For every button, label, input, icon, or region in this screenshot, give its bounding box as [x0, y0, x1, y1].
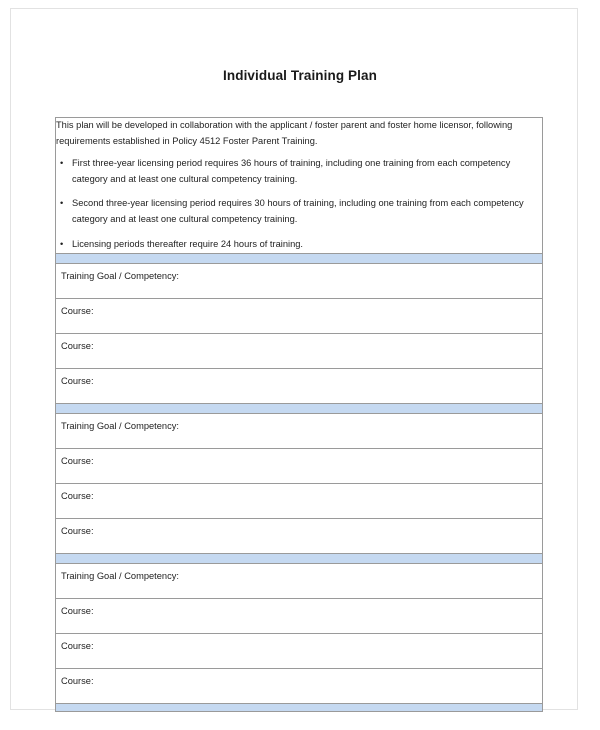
course-field[interactable]: Course:: [56, 334, 543, 369]
course-row[interactable]: [56, 669, 543, 704]
list-item: [56, 237, 542, 253]
section-divider-cell: [56, 554, 543, 564]
requirements-list: [56, 156, 542, 252]
bullet-icon: •: [60, 158, 64, 169]
course-field[interactable]: Course:: [56, 599, 543, 634]
section-divider-band: [56, 554, 543, 564]
section-divider-cell: [56, 404, 543, 414]
section-divider-cell: [56, 254, 543, 264]
course-field[interactable]: Course:: [56, 669, 543, 704]
course-row[interactable]: [56, 484, 543, 519]
course-field[interactable]: Course:: [56, 449, 543, 484]
course-row[interactable]: [56, 634, 543, 669]
section-divider-band: [56, 404, 543, 414]
training-plan-table: [55, 117, 543, 712]
section-divider-band-partial: [56, 704, 543, 712]
list-item-label: Second three-year licensing period requires 30 hours of training, including one training from each competency category and at least one cultural competency training.: [72, 198, 524, 224]
training-goal-field[interactable]: Training Goal / Competency:: [56, 264, 543, 299]
training-goal-field[interactable]: Training Goal / Competency:: [56, 414, 543, 449]
course-field[interactable]: Course:: [56, 519, 543, 554]
course-row[interactable]: [56, 369, 543, 404]
intro-cell: [56, 118, 543, 254]
list-item-label: First three-year licensing period requires 36 hours of training, including one training from each competency category and at least one cultural competency training.: [72, 158, 511, 184]
course-row[interactable]: [56, 599, 543, 634]
training-goal-row[interactable]: [56, 564, 543, 599]
list-item-label: Licensing periods thereafter require 24 hours of training.: [72, 238, 304, 249]
list-item: [56, 196, 542, 227]
course-row[interactable]: [56, 299, 543, 334]
course-row[interactable]: [56, 519, 543, 554]
training-goal-field[interactable]: Training Goal / Competency:: [56, 564, 543, 599]
course-field[interactable]: Course:: [56, 634, 543, 669]
section-divider-cell: [56, 704, 543, 712]
course-row[interactable]: [56, 334, 543, 369]
training-goal-row[interactable]: [56, 414, 543, 449]
list-item: [56, 156, 542, 187]
course-field[interactable]: Course:: [56, 484, 543, 519]
bullet-icon: •: [60, 198, 64, 209]
bullet-icon: •: [60, 238, 64, 249]
section-divider-band: [56, 254, 543, 264]
course-field[interactable]: Course:: [56, 369, 543, 404]
table-body: [56, 118, 543, 712]
page-title: Individual Training Plan: [223, 68, 377, 83]
course-row[interactable]: [56, 449, 543, 484]
intro-row: [56, 118, 543, 254]
intro-paragraph: This plan will be developed in collaboration with the applicant / foster parent and foster home licensor, following requirements established in Policy 4512 Foster Parent Training.: [56, 120, 513, 146]
training-goal-row[interactable]: [56, 264, 543, 299]
course-field[interactable]: Course:: [56, 299, 543, 334]
